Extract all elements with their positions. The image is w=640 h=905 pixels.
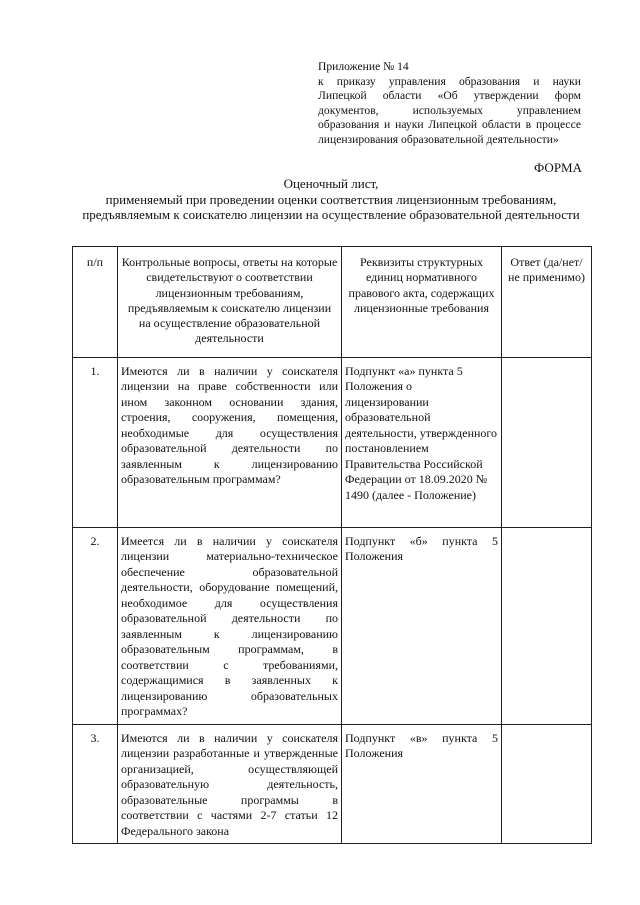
table-row bbox=[73, 724, 592, 844]
title-line-2: применяемый при проведении оценки соответствия лицензионным требованиям, предъявляемым к соискателю лицензии на осуществление образовательной деятельности bbox=[82, 191, 580, 222]
row-answer bbox=[502, 527, 592, 724]
header-answer: Ответ (да/нет/не применимо) bbox=[502, 247, 592, 358]
row-requisites: Подпункт «а» пункта 5 Положения о лицензировании образовательной деятельности, утвержденного постановлением Правительства Российской Федерации от 18.09.2020 № 1490 (далее - Положение) bbox=[342, 357, 502, 527]
row-requisites: Подпункт «б» пункта 5 Положения bbox=[342, 527, 502, 724]
table-header-row bbox=[73, 247, 592, 358]
row-answer bbox=[502, 357, 592, 527]
title-line-1: Оценочный лист, bbox=[283, 176, 379, 191]
appendix-number: Приложение № 14 bbox=[318, 60, 409, 73]
appendix-block bbox=[318, 60, 581, 148]
assessment-table bbox=[72, 246, 592, 844]
row-requisites: Подпункт «в» пункта 5 Положения bbox=[342, 724, 502, 844]
row-question: Имеются ли в наличии у соискателя лицензии разработанные и утвержденные организацией, осуществляющей образовательную деятельность, образовательные программы в соответствии с частями 2-7 статьи 12 Федерального закона bbox=[118, 724, 342, 844]
form-label: ФОРМА bbox=[534, 160, 582, 175]
header-requisites: Реквизиты структурных единиц нормативного правового акта, содержащих лицензионные требования bbox=[342, 247, 502, 358]
row-num: 1. bbox=[73, 357, 118, 527]
table-row bbox=[73, 527, 592, 724]
document-title bbox=[72, 176, 590, 223]
row-num: 3. bbox=[73, 724, 118, 844]
row-question: Имеется ли в наличии у соискателя лицензии материально-техническое обеспечение образовательной деятельности, оборудование помещений, необходимое для осуществления образовательной деятельности по заявленным к лицензированию образовательным программам, в соответствии с требованиями, содержащимися в заявленных к лицензированию образовательных программах? bbox=[118, 527, 342, 724]
appendix-text: к приказу управления образования и науки Липецкой области «Об утверждении форм документов, используемых управлением образования и науки Липецкой области в процессе лицензирования образовательной деятельности» bbox=[318, 74, 581, 146]
header-num: п/п bbox=[73, 247, 118, 358]
table-row bbox=[73, 357, 592, 527]
header-question: Контрольные вопросы, ответы на которые свидетельствуют о соответствии лицензионным требованиям, предъявляемым к соискателю лицензии на осуществление образовательной деятельности bbox=[118, 247, 342, 358]
row-question: Имеются ли в наличии у соискателя лицензии на праве собственности или ином законном основании здания, строения, сооружения, помещения, необходимые для осуществления образовательной деятельности по заявленным к лицензированию образовательным программам? bbox=[118, 357, 342, 527]
row-num: 2. bbox=[73, 527, 118, 724]
row-answer bbox=[502, 724, 592, 844]
